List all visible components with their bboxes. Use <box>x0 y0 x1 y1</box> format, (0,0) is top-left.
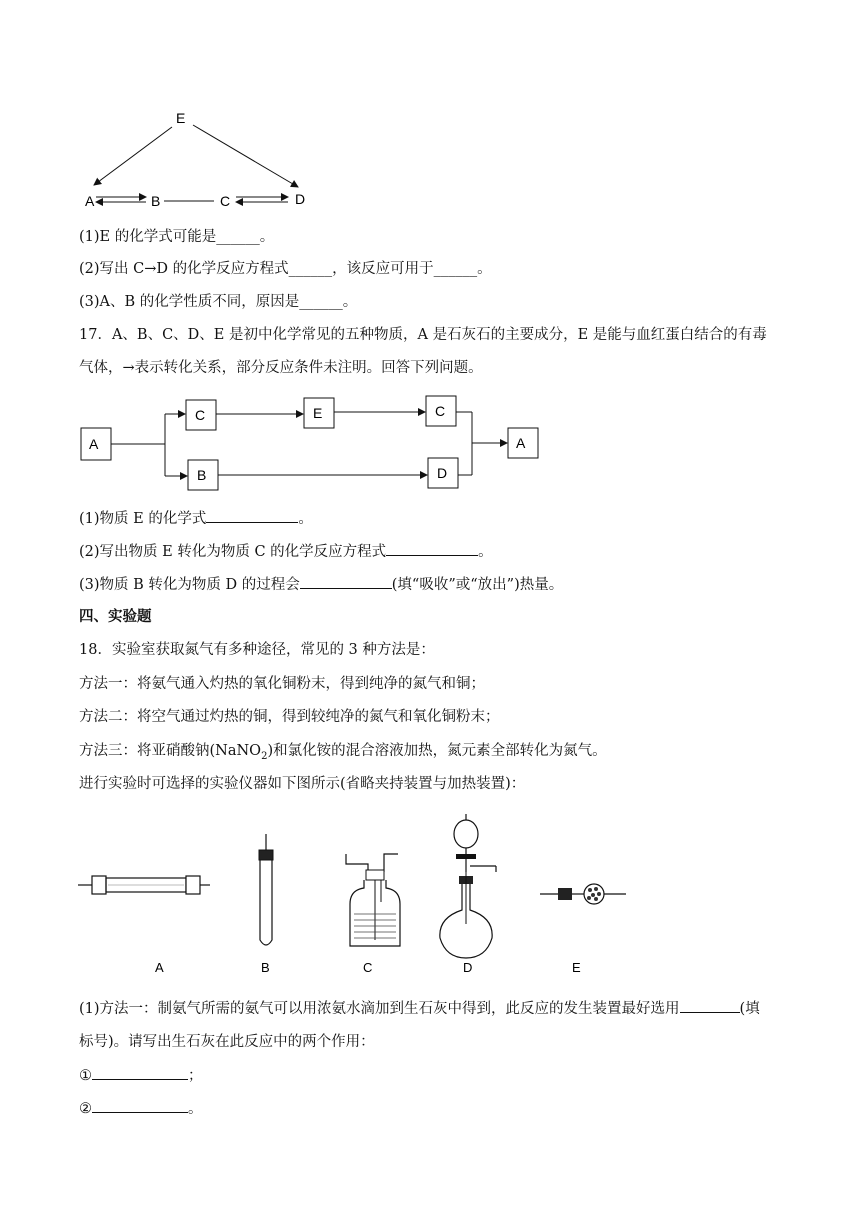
node-a: A <box>85 193 95 209</box>
q17-flow-diagram <box>78 392 548 498</box>
q18-stem: 18．实验室获取氮气有多种途径，常见的 3 种方法是： <box>79 642 435 658</box>
node-b: B <box>151 193 161 209</box>
label-a-right: A <box>516 435 526 451</box>
q18-answer2 <box>79 1098 203 1119</box>
q18-answer1 <box>79 1065 203 1086</box>
q18-method2: 方法二：将空气通过灼热的铜，得到较纯净的氮气和氧化铜粉末； <box>79 709 500 725</box>
apparatus-d-flask-funnel <box>440 814 496 958</box>
label-c: C <box>363 960 373 975</box>
q18-instructions: 进行实验时可选择的实验仪器如下图所示(省略夹持装置与加热装置)： <box>79 776 526 792</box>
label-e: E <box>313 405 323 421</box>
subscript-2: 2 <box>261 750 268 762</box>
q17-part3-end: (填“吸收”或“放出”)热量。 <box>391 577 564 593</box>
q16-part1: (1)E 的化学式可能是______。 <box>79 229 275 245</box>
q18-method3-text: 方法三：将亚硝酸钠(NaNO <box>79 743 262 759</box>
label-a: A <box>155 960 164 975</box>
q17-stem-line2: 气体，→表示转化关系，部分反应条件未注明。回答下列问题。 <box>79 360 483 376</box>
apparatus-b-test-tube <box>259 834 273 945</box>
answer-blank[interactable] <box>300 574 392 589</box>
q18-method1: 方法一：将氨气通入灼热的氧化铜粉末，得到纯净的氮气和铜； <box>79 676 485 692</box>
q18-method3-text-end: )和氯化铵的混合溶液加热，氮元素全部转化为氮气。 <box>267 743 607 759</box>
q16-diagram <box>80 105 320 213</box>
circled-one: ① <box>79 1068 92 1084</box>
apparatus-e-drying-tube <box>540 884 626 904</box>
label-a-left: A <box>89 436 99 452</box>
q17-part3-text: (3)物质 B 转化为物质 D 的过程会 <box>79 577 300 593</box>
q18-part1-cont: 标号)。请写出生石灰在此反应中的两个作用： <box>79 1034 375 1050</box>
label-c-right: C <box>435 403 446 419</box>
period: 。 <box>188 1101 203 1117</box>
node-c: C <box>220 193 231 209</box>
q18-part1-text: (1)方法一：制氨气所需的氨气可以用浓氨水滴加到生石灰中得到，此反应的发生装置最好选用 <box>79 1001 680 1017</box>
q16-part2: (2)写出 C→D 的化学反应方程式______，该反应可用于______。 <box>79 261 492 277</box>
q17-part2-end: 。 <box>478 544 493 560</box>
arrow-e-to-a <box>94 127 172 185</box>
q17-part3 <box>79 574 563 595</box>
circled-two: ② <box>79 1101 92 1117</box>
q17-stem-line1: 17．A、B、C、D、E 是初中化学常见的五种物质，A 是石灰石的主要成分，E 是能与血红蛋白结合的有毒 <box>79 327 767 343</box>
q18-method3 <box>79 741 607 767</box>
answer-blank[interactable] <box>680 998 740 1013</box>
q17-part2-text: (2)写出物质 E 转化为物质 C 的化学反应方程式 <box>79 544 387 560</box>
apparatus-a-tube <box>78 876 210 894</box>
label-c-top: C <box>195 407 206 423</box>
label-e: E <box>572 960 581 975</box>
node-e: E <box>176 110 186 126</box>
section-heading: 四、实验题 <box>79 609 152 625</box>
q17-part1-text: (1)物质 E 的化学式 <box>79 511 207 527</box>
semicolon: ； <box>188 1068 203 1084</box>
q17-part1-end: 。 <box>298 511 313 527</box>
label-d: D <box>463 960 473 975</box>
q17-part2 <box>79 541 493 562</box>
arrow-e-to-d <box>193 125 298 187</box>
label-b: B <box>197 467 207 483</box>
apparatus-figure <box>78 812 638 976</box>
q18-part1-text-end: (填 <box>739 1001 760 1017</box>
answer-blank[interactable] <box>206 508 298 523</box>
node-d: D <box>295 191 306 207</box>
answer-blank[interactable] <box>386 541 478 556</box>
label-d: D <box>437 465 448 481</box>
answer-blank[interactable] <box>92 1098 188 1113</box>
q18-part1 <box>79 998 760 1019</box>
q17-part1 <box>79 508 313 529</box>
q16-part3: (3)A、B 的化学性质不同，原因是______。 <box>79 294 358 310</box>
answer-blank[interactable] <box>92 1065 188 1080</box>
label-b: B <box>261 960 270 975</box>
apparatus-c-wash-bottle <box>346 854 400 946</box>
